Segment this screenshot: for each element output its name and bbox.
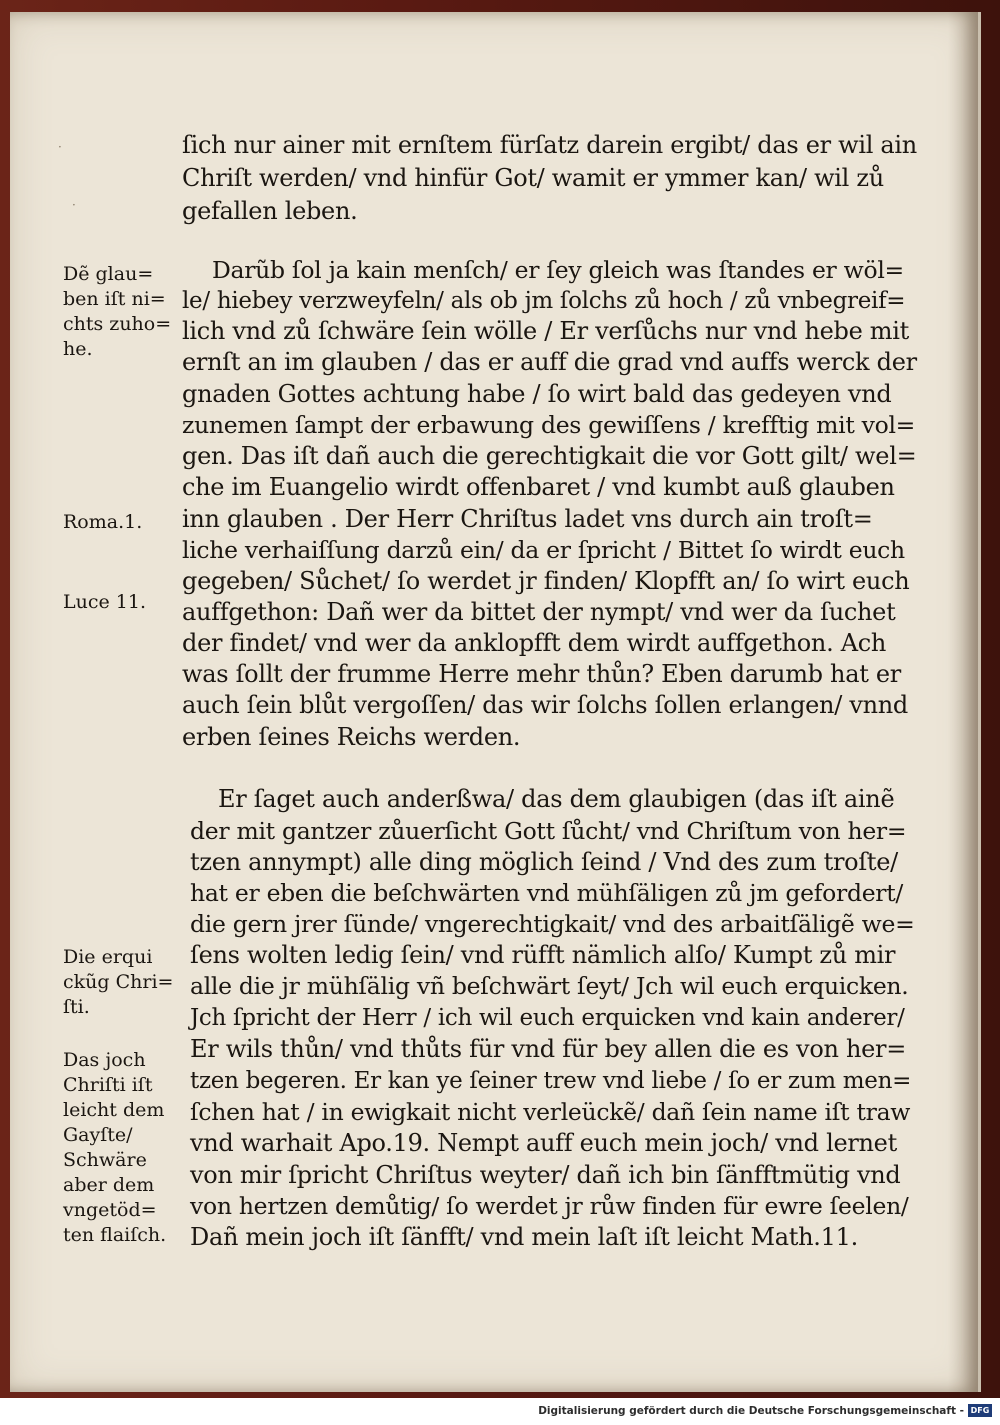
text-line: tzen begeren. Er kan ye ſeiner trew vnd liebe / ſo er zum men= (190, 1068, 912, 1094)
text-line: inn glauben . Der Herr Chriſtus ladet vns durch ain troſt= (182, 505, 873, 533)
text-line: der findet/ vnd wer da anklopfft dem wirdt auffgethon. Ach (182, 629, 887, 657)
margin-note-line: ckũg Chri= (63, 971, 174, 993)
text-line: die gern jrer ſünde/ vngerechtigkait/ vnd des arbaitſäligẽ we= (190, 910, 915, 938)
text-line: von hertzen demůtig/ ſo werdet jr růw finden für ewre ſeelen/ (190, 1192, 909, 1220)
text-line: alle die jr mühſälig vñ beſchwärt ſeyt/ Jch wil euch erquicken. (190, 972, 909, 1000)
text-line: vnd warhait Apo.19. Nempt auff euch mein joch/ vnd lernet (190, 1129, 897, 1157)
text-line: hat er eben die beſchwärten vnd mühſäligen zů jm gefordert/ (190, 879, 904, 907)
text-line: erben ſeines Reichs werden. (182, 723, 521, 751)
text-line: gnaden Gottes achtung habe / ſo wirt bald das gedeyen vnd (182, 380, 892, 408)
margin-note-line: Luce 11. (63, 591, 146, 613)
text-line: lich vnd zů ſchwäre ſein wölle / Er verſůchs nur vnd hebe mit (182, 317, 909, 345)
text-line: le/ hiebey verzweyfeln/ als ob jm ſolchs zů hoch / zů vnbegreif= (182, 288, 906, 314)
margin-note (63, 510, 181, 535)
margin-note-line: leicht dem (63, 1099, 165, 1121)
text-line: ſens wolten ledig ſein/ vnd rüfft nämlich alſo/ Kumpt zů mir (190, 941, 896, 969)
margin-note-line: Dẽ glau= (63, 263, 154, 285)
margin-note-line: Roma.1. (63, 511, 143, 533)
margin-note-line: he. (63, 338, 93, 360)
margin-note-line: Die erqui (63, 946, 153, 968)
text-line: auch ſein blůt vergoſſen/ das wir ſolchs ſollen erlangen/ vnnd (182, 691, 908, 719)
margin-note-line: ben iſt ni= (63, 288, 166, 310)
margin-note-line: ten flaiſch. (63, 1224, 167, 1246)
text-line: ernſt an im glauben / das er auff die grad vnd auffs werck der (182, 348, 917, 376)
margin-note-line: Das joch (63, 1049, 146, 1071)
margin-note (63, 590, 181, 615)
text-line: Er ſaget auch anderßwa/ das dem glaubigen (das iſt ainẽ (218, 785, 895, 813)
funding-credit: Digitalisierung gefördert durch die Deutsche Forschungsgemeinschaft - (538, 1405, 964, 1417)
margin-note-line: Chriſti iſt (63, 1074, 153, 1096)
text-line: gen. Das iſt dañ auch die gerechtigkait die vor Gott gilt/ wel= (182, 442, 917, 470)
text-line: ſich nur ainer mit ernſtem fürſatz darein ergibt/ das er wil ain (182, 131, 917, 159)
text-line: Er wils thůn/ vnd thůts für vnd für bey allen die es von her= (190, 1035, 906, 1063)
text-line: zunemen ſampt der erbawung des gewiſſens / krefftig mit vol= (182, 411, 916, 439)
text-line: Dañ mein joch iſt ſänfft/ vnd mein laſt iſt leicht Math.11. (190, 1223, 858, 1251)
text-line: von mir ſpricht Chriſtus weyter/ dañ ich bin ſänfftmütig vnd (190, 1161, 901, 1189)
dfg-logo: DFG (968, 1404, 992, 1417)
text-line: liche verhaiſſung darzů ein/ da er ſpricht / Bittet ſo wirdt euch (182, 536, 905, 564)
margin-note-line: Schwäre (63, 1149, 147, 1171)
margin-note (63, 945, 181, 1020)
text-line: der mit gantzer zůuerſicht Gott ſůcht/ vnd Chriſtum von her= (190, 817, 907, 845)
text-line: was ſollt der frumme Herre mehr thůn? Eben darumb hat er (182, 660, 901, 688)
text-line: Jch ſpricht der Herr / ich wil euch erquicken vnd kain anderer/ (190, 1005, 905, 1031)
margin-note-line: vngetöd= (63, 1199, 157, 1221)
margin-mark: · (58, 140, 62, 154)
margin-note-line: Gayſte/ (63, 1124, 133, 1146)
text-line: gegeben/ Sůchet/ ſo werdet jr finden/ Klopfft an/ ſo wirt euch (182, 567, 910, 595)
margin-mark: · (72, 198, 76, 212)
margin-note (63, 1048, 181, 1248)
text-line: tzen annympt) alle ding möglich ſeind / Vnd des zum troſte/ (190, 848, 898, 876)
text-line: auffgethon: Dañ wer da bittet der nympt/ vnd wer da ſuchet (182, 598, 896, 626)
margin-note (63, 262, 181, 362)
text-line: ſchen hat / in ewigkait nicht verleückẽ/ dañ ſein name iſt traw (190, 1098, 911, 1126)
margin-note-line: chts zuho= (63, 313, 172, 335)
text-line: Chriſt werden/ vnd hinfür Got/ wamit er ymmer kan/ wil zů (182, 164, 884, 192)
margin-note-line: ſti. (63, 996, 90, 1018)
text-line: Darũb ſol ja kain menſch/ er ſey gleich was ſtandes er wöl= (212, 256, 904, 284)
page-gutter-shadow (948, 12, 978, 1392)
margin-note-line: aber dem (63, 1174, 155, 1196)
text-line: che im Euangelio wirdt offenbaret / vnd kumbt auß glauben (182, 473, 895, 501)
text-line: gefallen leben. (182, 197, 358, 225)
